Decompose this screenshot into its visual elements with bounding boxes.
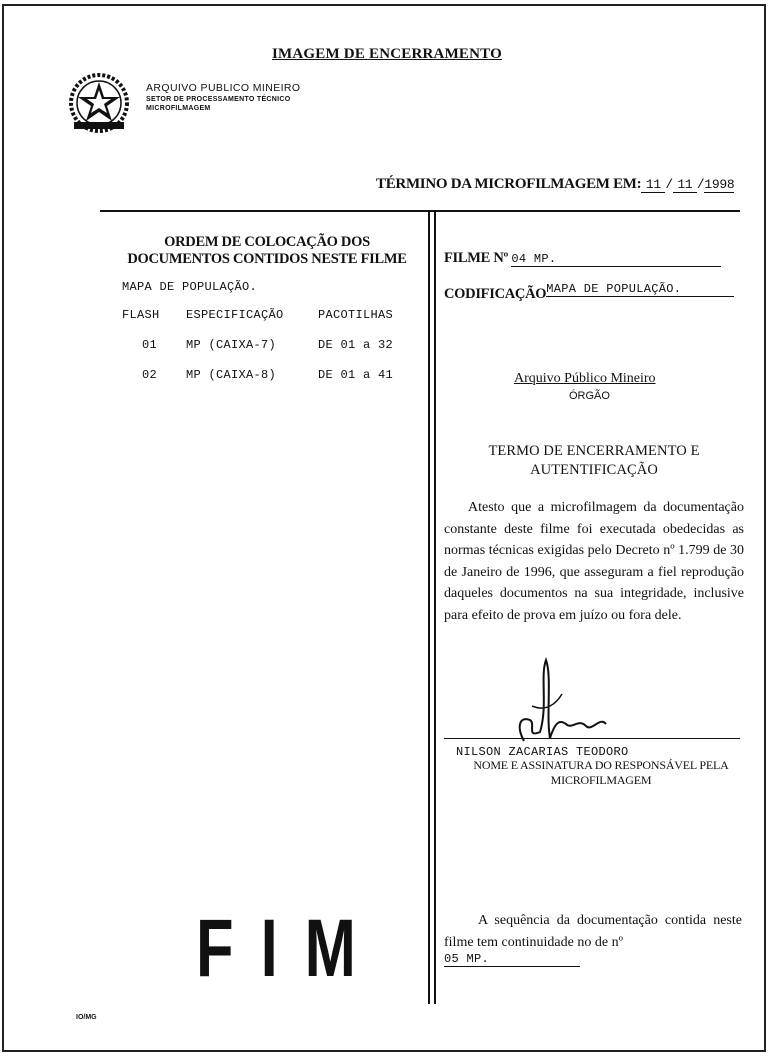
flash-cell: 02 (142, 368, 158, 382)
order-title: ORDEM DE COLOCAÇÃO DOS DOCUMENTOS CONTIDOS NESTE FILME (127, 234, 407, 267)
specification-cell: MP (CAIXA-7) (186, 338, 277, 352)
table-row (122, 338, 422, 368)
termino-label: TÉRMINO DA MICROFILMAGEM EM: (376, 176, 642, 192)
handwritten-signature (496, 646, 626, 756)
column-header: ESPECIFICAÇÃO (186, 308, 284, 322)
institution-unit: MICROFILMAGEM (146, 105, 211, 112)
orgao-name: Arquivo Público Mineiro (514, 371, 656, 386)
signatory-role: NOME E ASSINATURA DO RESPONSÁVEL PELA MICROFILMAGEM (473, 758, 729, 787)
column-header: PACOTILHAS (318, 308, 394, 322)
attestation-paragraph: Atesto que a microfilmagem da documentação constante deste filme foi executada obedecidas as normas técnicas exigidas pelo Decreto nº 1.799 de 30 de Janeiro de 1996, que asseguram a fiel reprodução daqueles documentos na sua integridade, inclusive para efeito de prova em juízo ou fora dele. (444, 500, 744, 623)
signature-line (444, 738, 740, 739)
filme-value: 04 MP. (511, 252, 721, 267)
document-page (2, 4, 766, 1052)
codificacao-field (444, 282, 734, 303)
institution-name: ARQUIVO PUBLICO MINEIRO (146, 82, 301, 94)
orgao-label: ÓRGÃO (569, 390, 610, 402)
table-header-row (122, 308, 422, 338)
sequence-value-field (444, 952, 580, 967)
signatory-name: NILSON ZACARIAS TEODORO (456, 745, 629, 759)
document-title: IMAGEM DE ENCERRAMENTO (272, 46, 502, 62)
termino-line: TÉRMINO DA MICROFILMAGEM EM: 11 / 11 /1998 (376, 176, 735, 192)
filme-field (444, 250, 721, 267)
sequence-paragraph: A sequência da documentação contida neste filme tem continuidade no de nº (444, 913, 742, 950)
filme-label: FILME Nº (444, 250, 509, 266)
column-header: FLASH (122, 308, 160, 322)
sequence-value: 05 MP. (444, 952, 580, 967)
vertical-divider (428, 212, 430, 1004)
pacotilhas-cell: DE 01 a 41 (318, 368, 394, 382)
table-row (122, 368, 422, 398)
codificacao-label: CODIFICAÇÃO (444, 286, 547, 302)
footer-code: IO/MG (76, 1014, 97, 1021)
termino-month: 11 (673, 177, 697, 193)
specification-cell: MP (CAIXA-8) (186, 368, 277, 382)
codificacao-value: MAPA DE POPULAÇÃO. (546, 282, 734, 297)
horizontal-divider (100, 210, 740, 212)
fim-mark: FIM (196, 903, 383, 994)
pacotilhas-cell: DE 01 a 32 (318, 338, 394, 352)
institution-sector: SETOR DE PROCESSAMENTO TÉCNICO (146, 96, 291, 103)
order-subject: MAPA DE POPULAÇÃO. (122, 280, 258, 294)
institution-header (146, 82, 300, 112)
state-seal-icon (64, 70, 134, 136)
flash-cell: 01 (142, 338, 158, 352)
termino-year: 1998 (704, 177, 735, 192)
termino-day: 11 (641, 177, 665, 193)
order-table (122, 308, 422, 398)
termo-heading: TERMO DE ENCERRAMENTO E AUTENTIFICAÇÃO (488, 443, 700, 478)
vertical-divider (434, 212, 436, 1004)
